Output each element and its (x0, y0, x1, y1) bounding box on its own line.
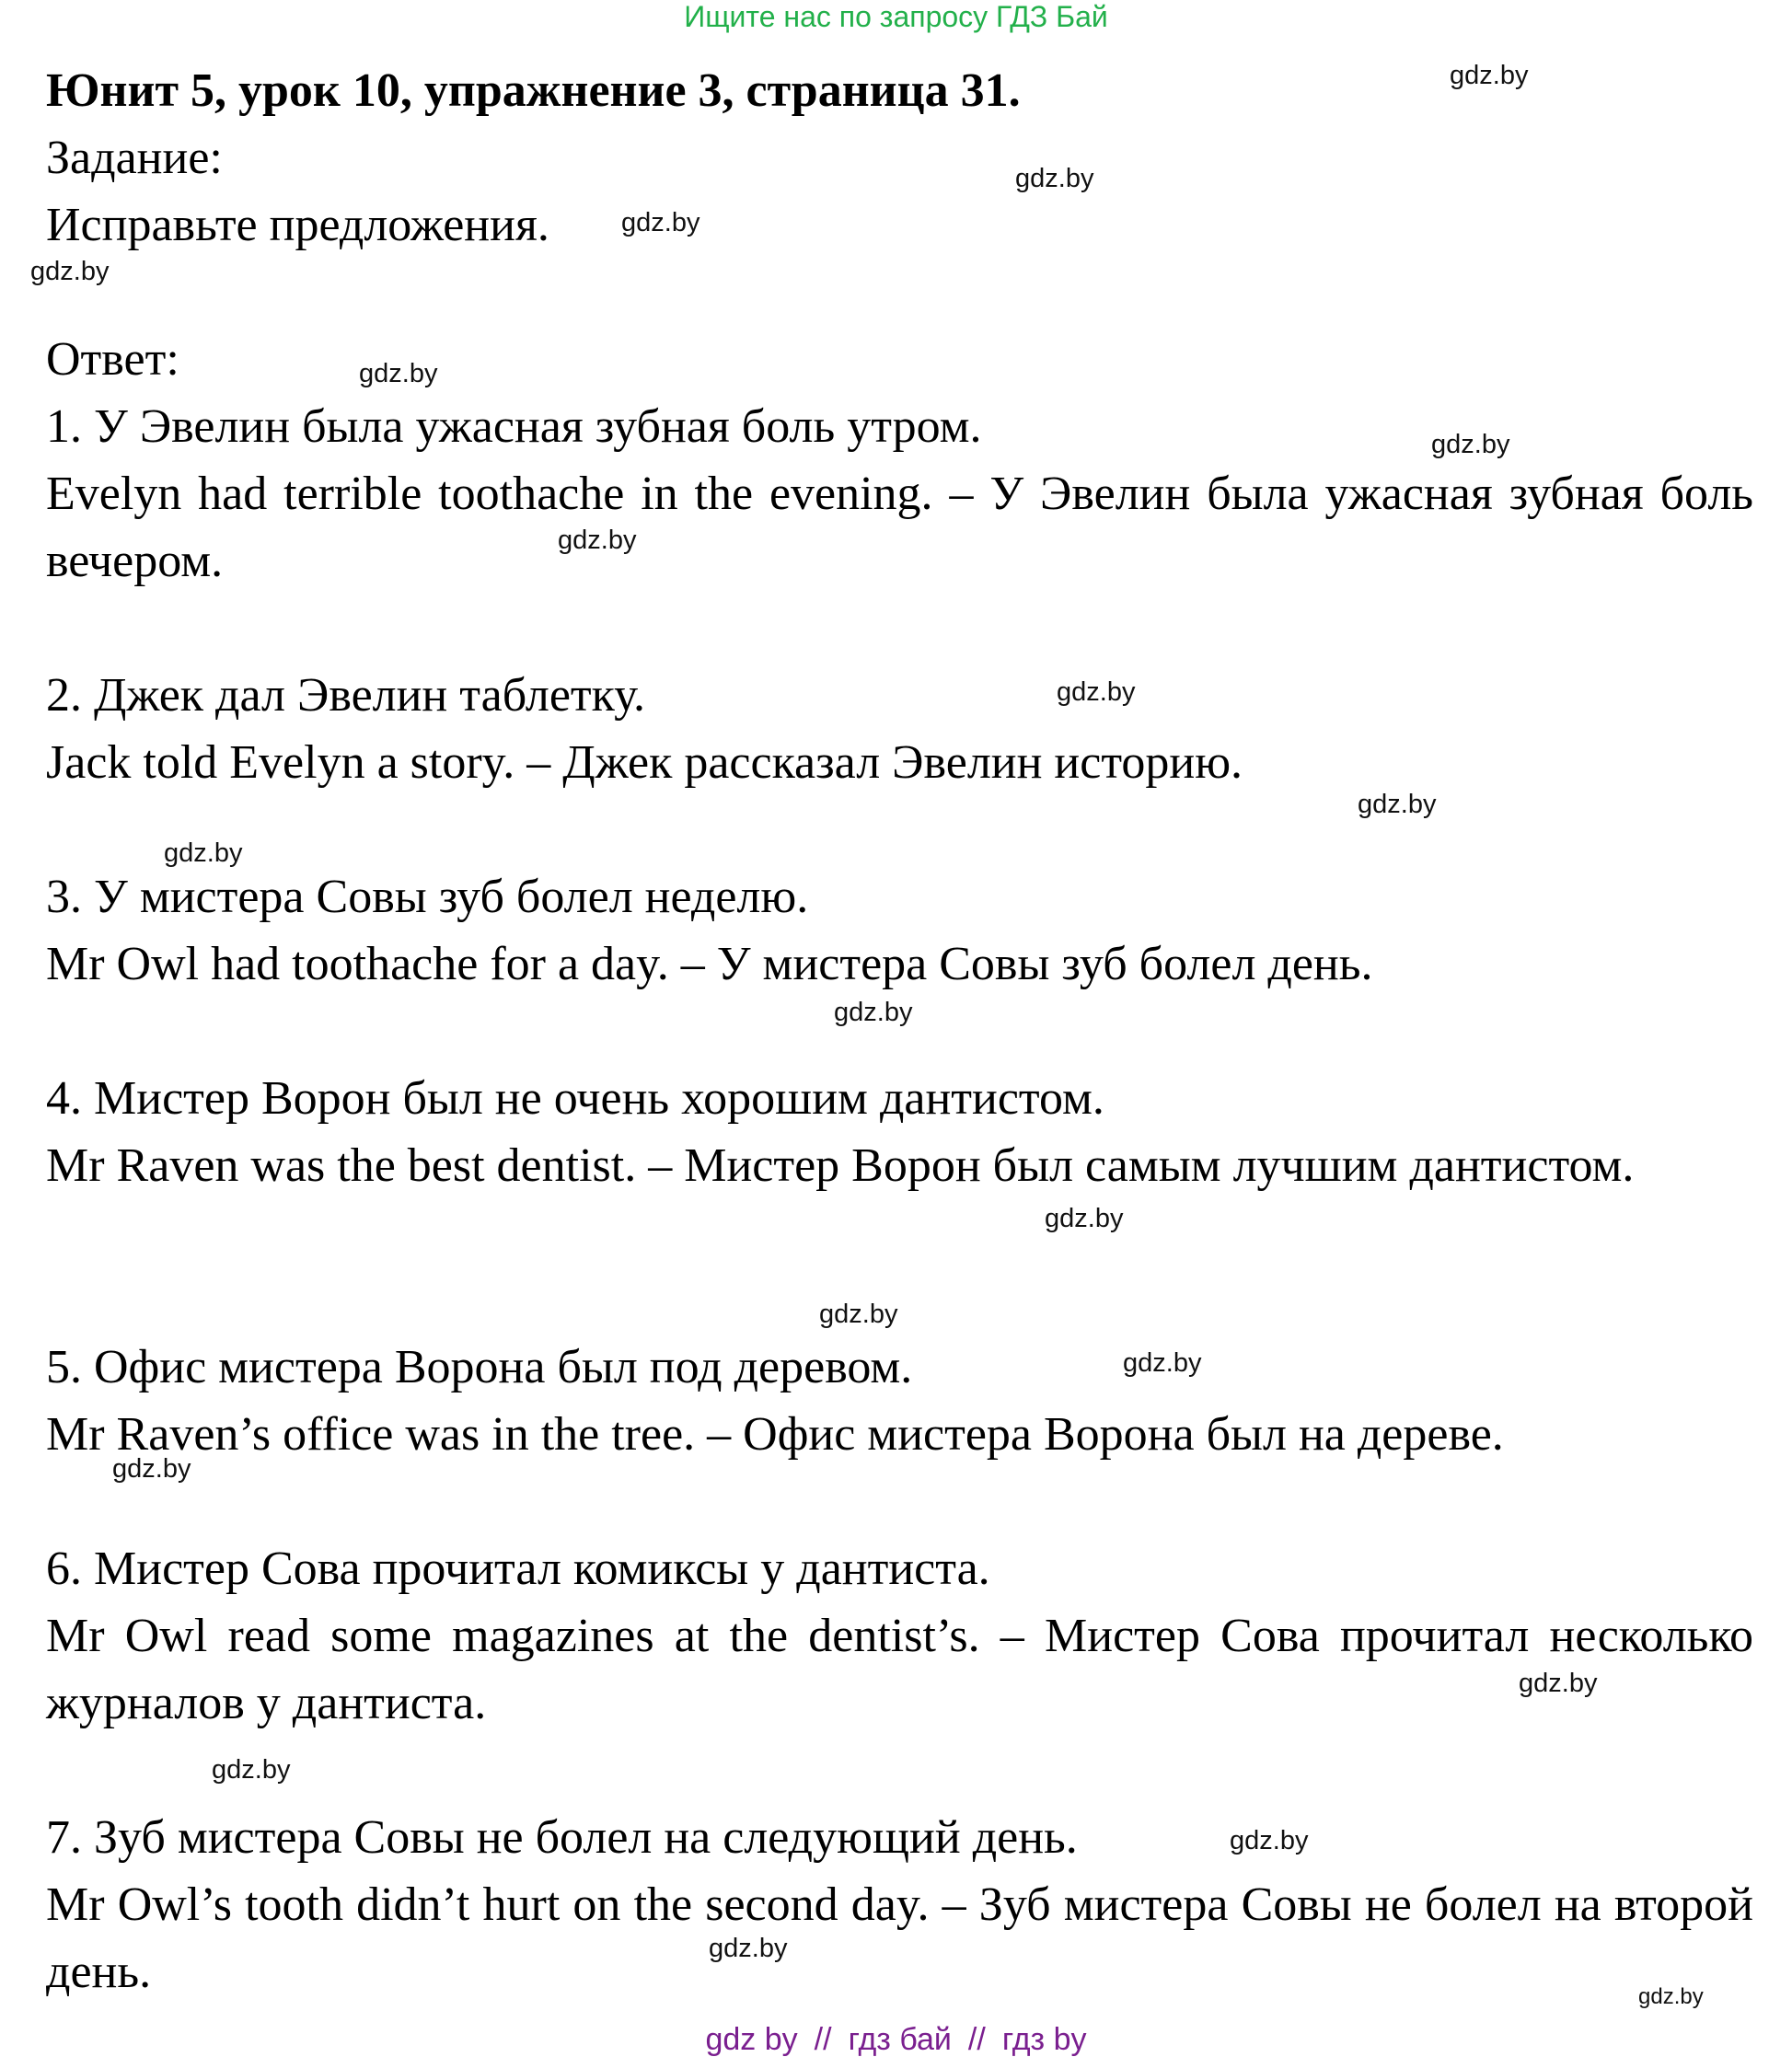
footer (0, 2023, 1792, 2056)
item-prompt: 7. Зуб мистера Совы не болел на следующий день. (46, 1811, 1078, 1864)
task-text: Исправьте предложения. (46, 199, 549, 251)
watermark: gdz.by (1638, 1984, 1704, 2009)
watermark: gdz.by (359, 359, 438, 388)
page-title: Юнит 5, урок 10, упражнение 3, страница 31. (46, 64, 1021, 117)
item-answer: Jack told Evelyn a story. – Джек рассказал Эвелин историю. (46, 736, 1243, 789)
watermark: gdz.by (112, 1454, 191, 1484)
footer-link-gdz-by-cyr[interactable]: гдз by (1001, 2022, 1087, 2057)
watermark: gdz.by (1358, 790, 1437, 819)
watermark: gdz.by (30, 257, 110, 286)
search-banner: Ищите нас по запросу ГДЗ Бай (684, 0, 1108, 33)
item-prompt: 4. Мистер Ворон был не очень хорошим дантистом. (46, 1072, 1104, 1125)
item-prompt: 2. Джек дал Эвелин таблетку. (46, 669, 645, 722)
item-prompt: 5. Офис мистера Ворона был под деревом. (46, 1341, 913, 1393)
watermark: gdz.by (1519, 1669, 1598, 1698)
item-prompt: 3. У мистера Совы зуб болел неделю. (46, 871, 809, 923)
blank-gap (46, 1468, 1753, 1535)
watermark: gdz.by (819, 1300, 898, 1329)
blank-gap (46, 1737, 1753, 1804)
watermark: gdz.by (1015, 164, 1094, 193)
item-answer: Mr Owl read some magazines at the dentist’s. – Мистер Сова прочитал несколько журналов у дантиста. (46, 1610, 1753, 1729)
watermark: gdz.by (1431, 430, 1510, 459)
watermark: gdz.by (164, 838, 243, 868)
item-answer: Mr Raven’s office was in the tree. – Офис мистера Ворона был на дереве. (46, 1408, 1504, 1461)
answer-item-3 (46, 863, 1753, 998)
answer-label: Ответ: (46, 333, 179, 386)
watermark: gdz.by (709, 1934, 788, 1963)
item-prompt: 6. Мистер Сова прочитал комиксы у дантиста. (46, 1543, 990, 1595)
watermark: gdz.by (1045, 1204, 1124, 1233)
item-answer: Evelyn had terrible toothache in the evening. – У Эвелин была ужасная зубная боль вечером. (46, 468, 1753, 587)
answer-item-2 (46, 662, 1753, 796)
blank-gap (46, 595, 1753, 662)
item-answer: Mr Raven was the best dentist. – Мистер Ворон был самым лучшим дантистом. (46, 1139, 1635, 1192)
watermark: gdz.by (212, 1755, 291, 1785)
blank-gap (46, 1266, 1753, 1334)
watermark: gdz.by (1057, 677, 1136, 707)
item-answer: Mr Owl had toothache for a day. – У мистера Совы зуб болел день. (46, 938, 1373, 990)
blank-gap (46, 259, 1753, 326)
watermark: gdz.by (1230, 1826, 1309, 1855)
answer-item-4 (46, 1065, 1753, 1266)
task-label: Задание: (46, 132, 223, 184)
footer-link-gdz-bai[interactable]: гдз бай (848, 2022, 952, 2057)
footer-separator: // (967, 2022, 986, 2057)
item-answer: Mr Owl’s tooth didn’t hurt on the second day. – Зуб мистера Совы не болел на второй день. (46, 1878, 1753, 1998)
watermark: gdz.by (1123, 1348, 1202, 1378)
watermark: gdz.by (834, 998, 913, 1027)
document-body (46, 57, 1753, 2005)
footer-link-gdz-by[interactable]: gdz by (705, 2022, 798, 2057)
answer-item-5 (46, 1334, 1753, 1468)
answer-item-6 (46, 1535, 1753, 1737)
watermark: gdz.by (621, 208, 700, 237)
blank-gap (46, 796, 1753, 863)
watermark: gdz.by (1450, 61, 1529, 90)
footer-separator: // (814, 2022, 832, 2057)
answer-item-1 (46, 393, 1753, 595)
item-prompt: 1. У Эвелин была ужасная зубная боль утром. (46, 400, 982, 453)
answer-item-7 (46, 1804, 1753, 2005)
watermark: gdz.by (558, 526, 637, 555)
